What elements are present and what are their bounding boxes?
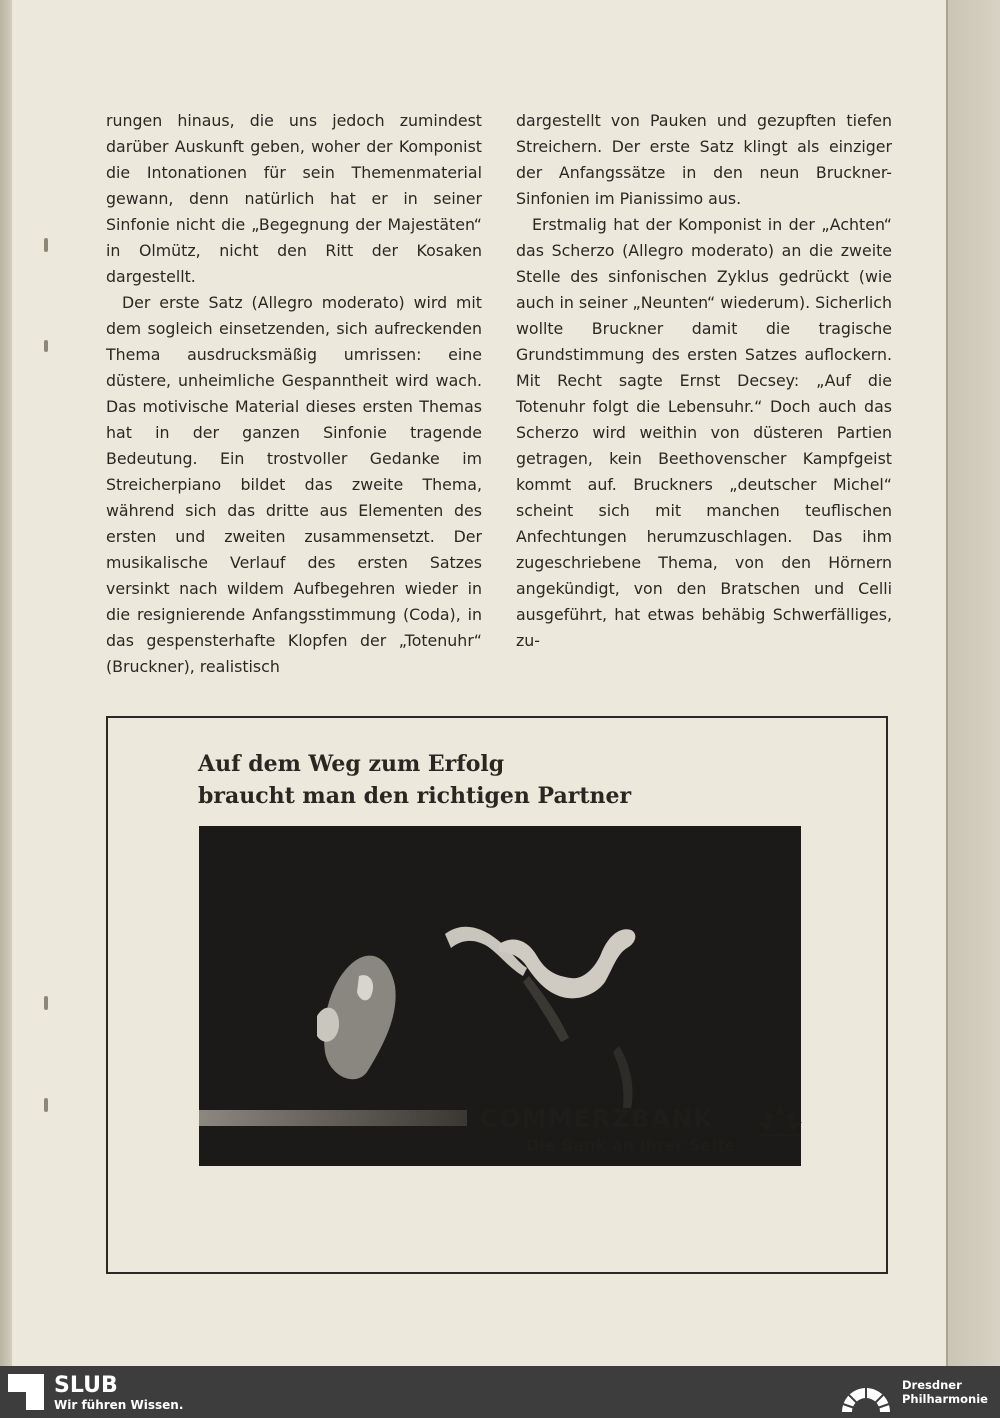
page-left-edge <box>0 0 12 1366</box>
ad-headline-line: braucht man den richtigen Partner <box>198 783 632 809</box>
footer-bar <box>0 1366 1000 1418</box>
advertisement-box <box>106 716 888 1274</box>
page-right-edge <box>946 0 1000 1366</box>
slub-logo-icon <box>8 1374 44 1410</box>
paragraph: dargestellt von Pauken und gezupften tiefen Streichern. Der erste Satz klingt als einziger der Anfangssätze in den neun Bruckner-Sinfonien im Pianissimo aus. <box>516 111 892 208</box>
partner-name-line: Dresdner <box>902 1378 962 1392</box>
brand-gradient-bar <box>199 1110 467 1126</box>
paragraph: rungen hinaus, die uns jedoch zumindest darüber Auskunft geben, woher der Komponist die Intonationen für sein Themenmaterial gewann, denn natürlich hat er in seiner Sinfonie nicht die „Begegnung der Majestäten“ in Olmütz, nicht den Ritt der Kosaken dargestellt. <box>106 111 482 286</box>
commerzbank-logo-icon <box>754 1102 806 1136</box>
slub-tagline: Wir führen Wissen. <box>54 1398 184 1412</box>
ad-headline-line: Auf dem Weg zum Erfolg <box>198 751 505 777</box>
dresdner-philharmonie-logo-icon <box>838 1370 894 1414</box>
staple-mark <box>44 1098 48 1112</box>
bank-name: COMMERZBANK <box>480 1104 714 1133</box>
staple-mark <box>44 238 48 252</box>
staple-mark <box>44 996 48 1010</box>
staple-mark <box>44 340 48 352</box>
partner-name-line: Philharmonie <box>902 1392 988 1406</box>
ad-headline <box>198 748 631 812</box>
paragraph: Erstmalig hat der Komponist in der „Achten“ das Scherzo (Allegro moderato) an die zweite Stelle des sinfonischen Zyklus gedrückt (wie auch in seiner „Neunten“ wiederum). Sicherlich wollte Bruckner damit die tragische Grundstimmung des ersten Satzes auflockern. Mit Recht sagte Ernst Decsey: „Auf die Totenuhr folgt die Lebensuhr.“ Doch auch das Scherzo wird weithin von düsteren Partien getragen, kein Beethovenscher Kampfgeist kommt auf. Bruckners „deutscher Michel“ scheint sich mit manchen teuflischen Anfechtungen herumzuschlagen. Das ihm zugeschriebene Thema, von den Hörnern angekündigt, von den Bratschen und Celli ausgeführt, hat etwas behäbig Schwerfälliges, zu- <box>516 215 892 650</box>
partner-name <box>902 1378 998 1406</box>
text-column-left <box>106 108 482 680</box>
paragraph: Der erste Satz (Allegro moderato) wird mit dem sogleich einsetzenden, sich aufreckenden Thema ausdrucksmäßig umrissen: eine düstere, unheimliche Gespanntheit wird wach. Das motivische Material dieses ersten Themas hat in der ganzen Sinfonie tragende Bedeutung. Ein trostvoller Gedanke im Streicherpiano bildet das zweite Thema, während sich das dritte aus Elementen des ersten und zweiten zusammensetzt. Der musikalische Verlauf des ersten Satzes versinkt nach wildem Aufbegehren wieder in die resignierende Anfangsstimmung (Coda), in das gespensterhafte Klopfen der „Totenuhr“ (Bruckner), realistisch <box>106 293 482 676</box>
text-column-right <box>516 108 892 654</box>
bank-tagline: Die Bank an Ihrer Seite <box>526 1136 736 1155</box>
slub-name: SLUB <box>54 1373 118 1398</box>
